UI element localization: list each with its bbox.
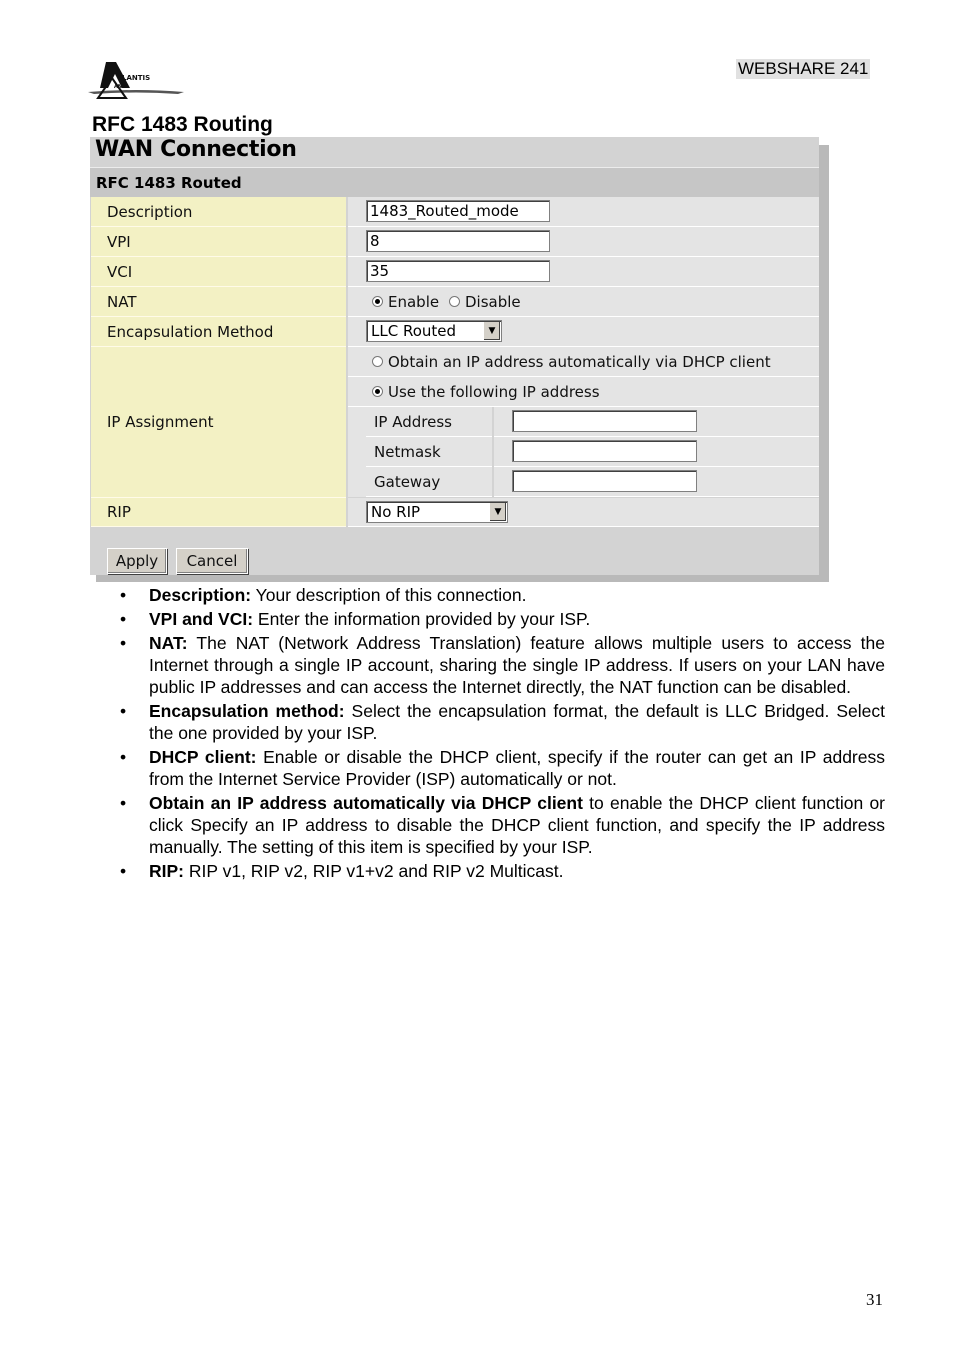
- vci-label: VCI: [107, 263, 133, 281]
- ip-address-label: IP Address: [374, 413, 452, 431]
- gateway-label: Gateway: [374, 473, 441, 491]
- nat-value-cell: [348, 287, 819, 317]
- ip-sub-spacer: [348, 407, 366, 497]
- vci-label-cell: [91, 257, 346, 287]
- section-heading: RFC 1483 Routing: [92, 113, 273, 136]
- gateway-value-cell: [494, 467, 819, 497]
- vpi-value-cell: [348, 227, 819, 257]
- nat-disable-label: Disable: [465, 293, 521, 311]
- netmask-label: Netmask: [374, 443, 441, 461]
- list-item: • DHCP client: Enable or disable the DHCP client, specify if the router can get an IP address from the Internet Service Provider (ISP) automatically or not.: [120, 747, 885, 789]
- ip-address-input[interactable]: [512, 410, 697, 432]
- dhcp-option-radio[interactable]: [372, 356, 383, 367]
- encapsulation-value-cell: [348, 317, 819, 347]
- vci-value-cell: [348, 257, 819, 287]
- encapsulation-label: Encapsulation Method: [107, 323, 274, 341]
- list-item: • RIP: RIP v1, RIP v2, RIP v1+v2 and RIP v2 Multicast.: [120, 861, 564, 881]
- vpi-label: VPI: [107, 233, 131, 251]
- netmask-label-cell: [366, 437, 492, 467]
- vci-input[interactable]: 35: [366, 260, 550, 282]
- gateway-input[interactable]: [512, 470, 697, 492]
- field-descriptions: [120, 584, 885, 884]
- nat-label-cell: [91, 287, 346, 317]
- encapsulation-select[interactable]: [366, 320, 502, 342]
- vpi-label-cell: [91, 227, 346, 257]
- apply-button[interactable]: Apply: [107, 548, 167, 574]
- description-input[interactable]: 1483_Routed_mode: [366, 200, 550, 222]
- rip-label-cell: [91, 498, 346, 527]
- atlantis-logo: [86, 58, 186, 106]
- ip-address-label-cell: [366, 407, 492, 437]
- static-option-label: Use the following IP address: [388, 383, 600, 401]
- panel-subtitle: RFC 1483 Routed: [96, 174, 242, 192]
- rip-select[interactable]: [366, 501, 508, 523]
- encapsulation-label-cell: [91, 317, 346, 347]
- rip-value-cell: [348, 498, 819, 527]
- ip-assignment-label: IP Assignment: [107, 413, 214, 431]
- cancel-button[interactable]: Cancel: [176, 548, 248, 574]
- list-item: • VPI and VCI: Enter the information provided by your ISP.: [120, 609, 591, 629]
- static-option-radio[interactable]: [372, 386, 383, 397]
- rip-label: RIP: [107, 503, 131, 521]
- nat-enable-radio[interactable]: [372, 296, 383, 307]
- gateway-label-cell: [366, 467, 492, 497]
- description-label-cell: [91, 197, 346, 227]
- dhcp-option-cell: [348, 347, 819, 377]
- nat-disable-radio[interactable]: [449, 296, 460, 307]
- panel-title: WAN Connection: [95, 137, 297, 162]
- description-value-cell: [348, 197, 819, 227]
- product-name: WEBSHARE 241: [738, 59, 869, 78]
- netmask-input[interactable]: [512, 440, 697, 462]
- nat-enable-label: Enable: [388, 293, 440, 311]
- list-item: • NAT: The NAT (Network Address Translation) feature allows multiple users to access the Internet through a single IP account, sharing the single IP address. If users on your LAN have public IP addresses and can access the Internet directly, the NAT function can be disabled.: [120, 633, 885, 697]
- vpi-input[interactable]: 8: [366, 230, 550, 252]
- page-number: 31: [866, 1290, 883, 1309]
- ip-assignment-label-cell: [91, 347, 346, 498]
- static-option-cell: [348, 377, 819, 407]
- chevron-down-icon[interactable]: ▼: [483, 322, 500, 340]
- list-item: • Description: Your description of this connection.: [120, 585, 527, 605]
- panel-subtitle-bar: [90, 167, 819, 197]
- svg-text:LANTIS: LANTIS: [122, 74, 151, 82]
- chevron-down-icon[interactable]: ▼: [489, 503, 506, 521]
- wan-connection-panel: [90, 137, 819, 575]
- nat-label: NAT: [107, 293, 137, 311]
- netmask-value-cell: [494, 437, 819, 467]
- encapsulation-selected: LLC Routed: [371, 322, 457, 340]
- rip-selected: No RIP: [371, 503, 421, 521]
- svg-text:AND: AND: [114, 84, 127, 90]
- description-label: Description: [107, 203, 193, 221]
- list-item: • Encapsulation method: Select the encapsulation format, the default is LLC Bridged. Select the one provided by your ISP.: [120, 701, 885, 743]
- dhcp-option-label: Obtain an IP address automatically via DHCP client: [388, 353, 771, 371]
- ip-address-value-cell: [494, 407, 819, 437]
- list-item: • Obtain an IP address automatically via DHCP client to enable the DHCP client function or click Specify an IP address to disable the DHCP client function, and specify the IP address manually. The setting of this item is specified by your ISP.: [120, 793, 885, 857]
